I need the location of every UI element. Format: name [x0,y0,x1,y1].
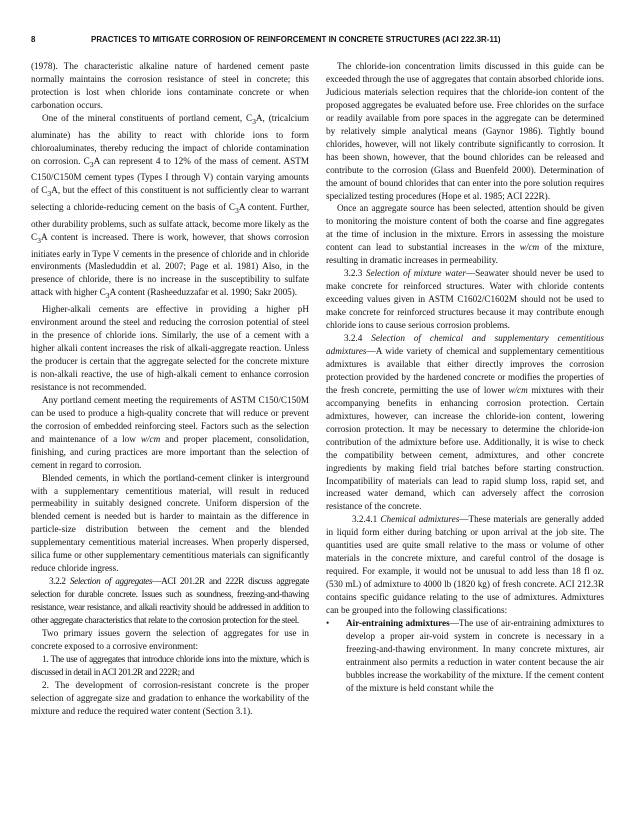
paragraph-c3a: One of the mineral constituents of portland cement, $C_3A$, (tricalcium aluminate) has the ability to react with chloride ions to form chloroaluminates, thereby reducing the impact of chloride contamination on corrosion. $C_3A$ can represent 4 to 12% of the mass of cement. ASTM C150/C150M cement types (Types I through V) contain varying amounts of $C_3A$, but the effect of this constituent is not sufficiently clear to warrant selecting a chloride-reducing cement on the basis of $C_3A$ content. Further, other durability problems, such as sulfate attack, become more likely as the $C_3A$ content is increased. There is work, however, that shows corrosion initiates early in Type V cements in the presence of chloride and in chloride environments (Masleduddin et al. 2007; Page et al. 1981) Also, in the presence of chloride, there is no increase in the susceptibility to sulfate attack with higher $C_3A$ content (Rasheeduzzafar et al. 1990; Sakr 2005). [31,112,310,301]
paragraph: Higher-alkali cements are effective in providing a higher pH environment around the steel and reducing the corrosion potential of steel in the presence of chloride ions. Similarly, the use of a cement with a higher alkali content increases the risk of alkali-aggregate reaction. Unless the producer is certain that the aggregate selected for the concrete mixture is non-alkali reactive, the use of high-alkali cement to enhance corrosion resistance is not recommended. [31,304,309,392]
section-title: Selection of chemical and supplementary cementitious admixtures [326,333,604,356]
paragraph: Any portland cement meeting the requirements of ASTM C150/C150M can be used to produce a high-quality concrete that will reduce or prevent the corrosion of embedded reinforcing steel. Factors such as the selection and maintenance of a low w/cm and proper placement, consolidation, finishing, and curing practices are more important than the selection of cement in regard to corrosion. [31,394,309,470]
bullet-text: Air-entraining admixtures—The use of air-entraining admixtures to develop a proper air-void system in concrete is necessary in a freezing-and-thawing environment. In many concrete mixtures, air entrainment also permits a reduction in water content because the air bubbles increase the workability of the mixture. If the cement content of the mixture is held constant while the [346,617,605,693]
section-3-2-3: 3.2.3 Selection of mixture water—Seawater should never be used to make concrete for reinforced structures. Water with chloride contents exceeding values given in ASTM C1602/C1602M should not be used to make concrete for reinforced structures because it may contribute enough chloride ions to cause serious corrosion problems. [326,268,604,331]
section-title: Selection of aggregates [69,576,153,587]
paragraph: Blended cements, in which the portland-cement clinker is interground with a supplementary cementitious material, will result in reduced permeability in suitably designed concrete. Uniform dispersion of the blended cement is needed but is harder to maintain as the difference in particle-size distribution between the cement and the blended supplementary cementitious material increases. When properly dispersed, silica fume or other supplementary cementitious materials can significantly reduce chloride ingress. [31,472,309,574]
right-column [326,60,604,695]
bullet-icon: • [326,617,330,628]
left-column [31,60,309,718]
section-title: Selection of mixture water [365,268,466,279]
section-3-2-2: 3.2.2 Selection of aggregates—ACI 201.2R and 222R discuss aggregate selection for durable concrete. Issues such as soundness, freezing-and-thawing resistance, wear resistance, and alkali reactivity should be addressed in addition to other aggregate characteristics that relate to the corrosion protection for the steel. [31,576,309,626]
section-number: 3.2.2 [49,576,70,587]
section-number: 3.2.4.1 [352,514,381,525]
paragraph: The chloride-ion concentration limits discussed in this guide can be exceeded through the use of aggregates that contain absorbed chloride ions. Judicious materials selection requires that the chloride-ion content of the proposed aggregates be evaluated before use. Free chlorides on the surface or readily available from pore spaces in the aggregate can be determined by relatively simple analytical means (Gaynor 1986). Tightly bound chlorides, however, will not likely contribute significantly to corrosion. It has been shown, however, that the bound chlorides can be released and contribute to the corrosion (Glass and Buenfeld 2000). Determination of the amount of bound chlorides that can enter into the pore solution requires specialized testing procedures (Hope et al. 1985; ACI 222R). [326,61,604,201]
paragraph: Two primary issues govern the selection of aggregates for use in concrete exposed to a corrosive environment: [31,628,309,651]
list-item: 1. The use of aggregates that introduce chloride ions into the mixture, which is discussed in detail in ACI 201.2R and 222R; and [31,653,309,677]
section-3-2-4-1: 3.2.4.1 Chemical admixtures—These materials are generally added in liquid form either during batching or upon arrival at the job site. The quantities used are quite small relative to the mass or volume of other materials in the concrete mixture, and careful control of the dosage is required. For example, it would not be unusual to add less than 18 fl oz. (530 mL) of admixture to 4000 lb (1820 kg) of fresh concrete. ACI 212.3R contains specific guidance relating to the use of admixtures. Admixtures can be grouped into the following classifications: [326,514,605,616]
running-header [31,35,607,49]
page-number: 8 [31,35,36,44]
running-title: PRACTICES TO MITIGATE CORROSION OF REINFORCEMENT IN CONCRETE STRUCTURES (ACI 222.3R-11) [91,35,501,44]
section-number: 3.2.4 [344,333,372,344]
paragraph: (1978). The characteristic alkaline nature of hardened cement paste normally maintains the corrosion resistance of steel in concrete; this protection is lost when chloride ions contaminate concrete or when carbonation occurs. [31,61,309,110]
list-item: 2. The development of corrosion-resistant concrete is the proper selection of aggregate size and gradation to enhance the workability of the mixture and reduce the required water content (Section 3.1). [31,679,309,716]
section-number: 3.2.3 [344,268,366,279]
bullet-air-entraining [326,617,604,695]
section-3-2-4: 3.2.4 Selection of chemical and supplementary cementitious admixtures—A wide variety of chemical and supplementary cementitious admixtures is available that either directly improves the corrosion protection provided by the hardened concrete or modifies the properties of the fresh concrete, permitting the use of lower w/cm mixtures with their accompanying benefits in enhancing corrosion protection. Certain admixtures, however, can increase the chloride-ion content, lowering corrosion protection. It may be necessary to determine the chloride-ion contribution of the admixture before use. Additionally, it is wise to check the compatibility between cement, admixtures, and other concrete ingredients by making field trial batches before starting construction. Incompatibility of materials can lead to rapid slump loss, rapid set, and increased water demand, which can adversely affect the corrosion resistance of the concrete. [326,333,604,512]
paragraph: Once an aggregate source has been selected, attention should be given to monitoring the moisture content of both the coarse and fine aggregates at the time of inclusion in the mixture. Errors in assessing the moisture content can lead to substantial increases in the w/cm of the mixture, resulting in dramatic increases in permeability. [326,203,604,266]
section-title: Chemical admixtures [380,514,460,525]
